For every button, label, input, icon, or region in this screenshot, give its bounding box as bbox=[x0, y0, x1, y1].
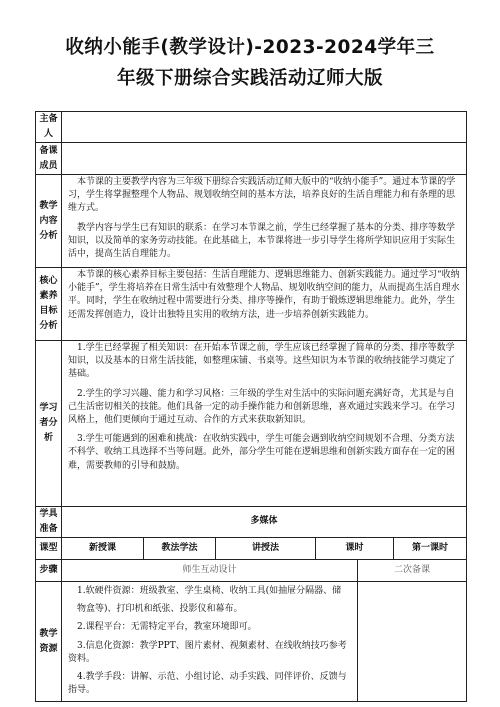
label-resources: 教学资源 bbox=[36, 582, 62, 702]
steps-interaction-header: 师生互动设计 bbox=[62, 560, 358, 582]
lesson-plan-table bbox=[35, 111, 467, 702]
row-steps bbox=[36, 560, 467, 582]
resources-item-4: 4.教学手段：讲解、示范、小组讨论、动手实践、同伴评价、反馈与指导。 bbox=[68, 672, 347, 696]
label-preparer: 主备人 bbox=[36, 112, 62, 143]
row-resources bbox=[36, 582, 467, 702]
resources-item-2: 2.课程平台：无需特定平台，教室环境即可。 bbox=[77, 622, 257, 633]
preparer-value bbox=[62, 112, 467, 143]
analysis-paragraph-1: 本节课的主要教学内容为三年级下册综合实践活动辽师大版中的“收纳小能手”。通过本节课的学习，学生将掌握整理个人物品、规划收纳空间的基本方法，培养良好的生活自理能力和有条理的思维方式。 bbox=[68, 177, 456, 214]
core-content bbox=[62, 268, 467, 341]
row-students bbox=[36, 341, 467, 507]
label-steps: 步骤 bbox=[36, 560, 62, 582]
title-line-2: 年级下册综合实践活动辽师大版 bbox=[116, 68, 383, 89]
label-core: 核心素养目标分析 bbox=[36, 268, 62, 341]
label-hours: 课时 bbox=[316, 538, 394, 560]
students-content bbox=[62, 341, 467, 507]
row-lesson-type bbox=[36, 538, 467, 560]
lesson-type-value: 新授课 bbox=[62, 538, 144, 560]
students-paragraph-3: 3.学生可能遇到的困难和挑战：在收纳实践中，学生可能会遇到收纳空间规划不合理、分类方法不科学、收纳工具选择不当等问题。此外，部分学生可能在逻辑思维和创新实践方面存在一定的困难，需要教师的引导和鼓励。 bbox=[68, 434, 456, 471]
row-preparer bbox=[36, 112, 467, 143]
row-members bbox=[36, 143, 467, 175]
row-core bbox=[36, 268, 467, 341]
row-analysis bbox=[36, 175, 467, 268]
resources-item-3: 3.信息化资源：教学PPT、图片素材、视频素材、在线收纳技巧参考资料。 bbox=[68, 640, 347, 664]
resources-item-1b: 物盒等)、打印机和纸张、投影仪和幕布。 bbox=[77, 604, 243, 615]
students-paragraph-1: 1.学生已经掌握了相关知识：在开始本节课之前，学生应该已经掌握了简单的分类、排序等数学知识，以及基本的日常生活技能，如整理床铺、书桌等。这些知识为本节课的收纳技能学习奠定了基础。 bbox=[68, 343, 456, 380]
title-line-1: 收纳小能手(教学设计)-2023-2024学年三 bbox=[65, 37, 435, 58]
row-tools bbox=[36, 507, 467, 538]
resources-content bbox=[62, 582, 358, 702]
method-value: 讲授法 bbox=[216, 538, 316, 560]
hours-value: 第一课时 bbox=[394, 538, 467, 560]
label-tools: 学具准备 bbox=[36, 507, 62, 538]
analysis-content bbox=[62, 175, 467, 268]
label-students: 学习者分析 bbox=[36, 341, 62, 507]
tools-value: 多媒体 bbox=[62, 507, 467, 538]
label-method: 教法学法 bbox=[144, 538, 216, 560]
students-paragraph-2: 2.学生的学习兴趣、能力和学习风格：三年级的学生对生活中的实际问题充满好奇，尤其是与自己生活密切相关的技能。他们具备一定的动手操作能力和创新思维，喜欢通过实践来学习。在学习风格上，他们更倾向于通过互动、合作的方式来获取新知识。 bbox=[68, 388, 456, 426]
steps-second-prep-header: 二次备课 bbox=[358, 560, 467, 582]
label-members: 备课成员 bbox=[36, 143, 62, 175]
core-paragraph-1: 本节课的核心素养目标主要包括：生活自理能力、逻辑思维能力、创新实践能力。通过学习“收纳小能手”，学生将培养在日常生活中有效整理个人物品、规划收纳空间的能力，从而提高生活自理水平。同时，学生在收纳过程中需要进行分类、排序等操作，有助于锻炼逻辑思维能力。此外，学生还需发挥创造力，设计出独特且实用的收纳方法，进一步培养创新实践能力。 bbox=[68, 270, 460, 320]
second-prep-cell bbox=[358, 582, 467, 702]
analysis-paragraph-2: 教学内容与学生已有知识的联系：在学习本节课之前，学生已经掌握了基本的分类、排序等数学知识，以及简单的家务劳动技能。在此基础上，本节课将进一步引导学生将所学知识应用于实际生活中，提高生活自理能力。 bbox=[68, 222, 456, 260]
members-value bbox=[62, 143, 467, 175]
label-analysis: 教学内容分析 bbox=[36, 175, 62, 268]
label-lesson-type: 课型 bbox=[36, 538, 62, 560]
resources-item-1a: 1.软硬件资源：班级教室、学生桌椅、收纳工具(如抽屉分隔器、储 bbox=[77, 586, 342, 596]
document-title bbox=[0, 32, 500, 94]
